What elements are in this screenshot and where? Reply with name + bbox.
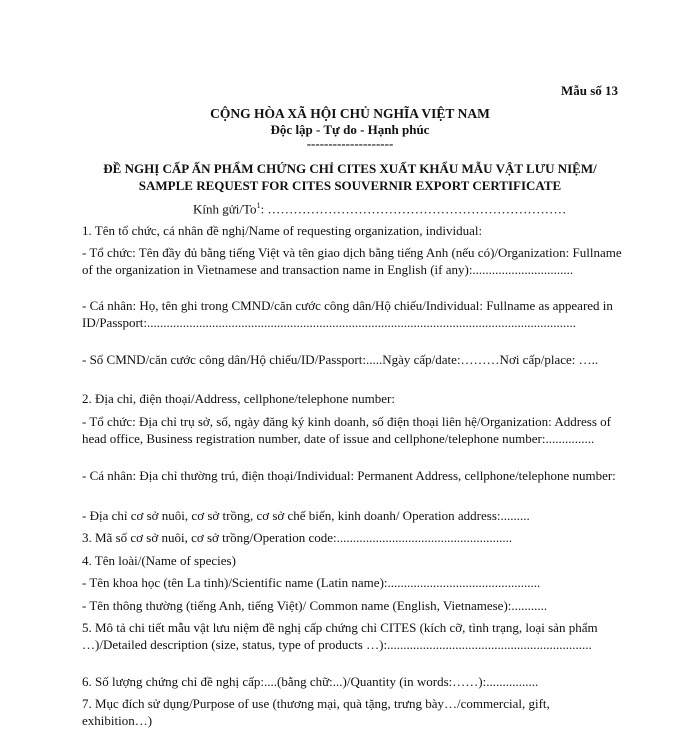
form-number: Mẫu số 13 <box>560 83 618 98</box>
item-1-organization: - Tổ chức: Tên đầy đủ bằng tiếng Việt và tên giao dịch bằng tiếng Anh (nếu có)/Organization: Fullname of the organization in Vietnamese and transaction name in English (if any):............................... <box>82 245 622 277</box>
item-3: 3. Mã số cơ sở nuôi, cơ sở trồng/Operation code:...................................................... <box>82 530 513 545</box>
footnote-marker: 1 <box>256 201 261 210</box>
item-7: 7. Mục đích sử dụng/Purpose of use (thương mại, quà tặng, trưng bày…/commercial, gift, exhibition…) <box>82 696 550 728</box>
item-4-common-name: - Tên thông thường (tiếng Anh, tiếng Việt)/ Common name (English, Vietnamese):........... <box>82 598 548 613</box>
item-2: 2. Địa chỉ, điện thoại/Address, cellphone/telephone number: <box>82 391 395 406</box>
header-separator: -------------------- <box>306 136 394 151</box>
item-4: 4. Tên loài/(Name of species) <box>82 553 236 568</box>
title-line-english: SAMPLE REQUEST FOR CITES SOUVERNIR EXPORT CERTIFICATE <box>138 178 562 193</box>
recipient-line <box>193 201 566 217</box>
country-name: CỘNG HÒA XÃ HỘI CHỦ NGHĨA VIỆT NAM <box>210 106 490 121</box>
item-4-scientific-name: - Tên khoa học (tên La tinh)/Scientific name (Latin name):............................................... <box>82 575 541 590</box>
national-motto: Độc lập - Tự do - Hạnh phúc <box>270 122 430 137</box>
item-6: 6. Số lượng chứng chỉ đề nghị cấp:....(bằng chữ:...)/Quantity (in words:……):................ <box>82 674 539 689</box>
item-1-id: - Số CMND/căn cước công dân/Hộ chiếu/ID/Passport:.....Ngày cấp/date:………Nơi cấp/place: ….. <box>82 352 599 367</box>
item-1-individual: - Cá nhân: Họ, tên ghi trong CMND/căn cước công dân/Hộ chiếu/Individual: Fullname as appeared in ID/Passport:.................................................................................................................................... <box>82 298 613 330</box>
item-1: 1. Tên tổ chức, cá nhân đề nghị/Name of requesting organization, individual: <box>82 223 483 238</box>
recipient-label: Kính gửi/To <box>193 201 257 217</box>
item-2-operation-address: - Địa chỉ cơ sở nuôi, cơ sở trồng, cơ sở chế biến, kinh doanh/ Operation address:......... <box>82 508 530 523</box>
national-header <box>0 106 700 150</box>
document-title <box>0 160 700 194</box>
recipient-dots: : …………………………………………………………… <box>260 201 567 217</box>
item-2-organization: - Tổ chức: Địa chỉ trụ sở, số, ngày đăng ký kinh doanh, số điện thoại liên hệ/Organization: Address of head office, Business registration number, date of issue and cellphone/telephone number:............... <box>82 414 612 446</box>
item-2-individual: - Cá nhân: Địa chỉ thường trú, điện thoại/Individual: Permanent Address, cellphone/telephone number: <box>82 468 616 483</box>
title-line-vietnamese: ĐỀ NGHỊ CẤP ẤN PHẨM CHỨNG CHỈ CITES XUẤT KHẨU MẪU VẬT LƯU NIỆM/ <box>103 161 597 176</box>
item-5: 5. Mô tả chi tiết mẫu vật lưu niệm đề nghị cấp chứng chỉ CITES (kích cỡ, tình trạng, loại sản phẩm …)/Detailed description (size, status, type of products …):............................................................... <box>82 620 598 652</box>
